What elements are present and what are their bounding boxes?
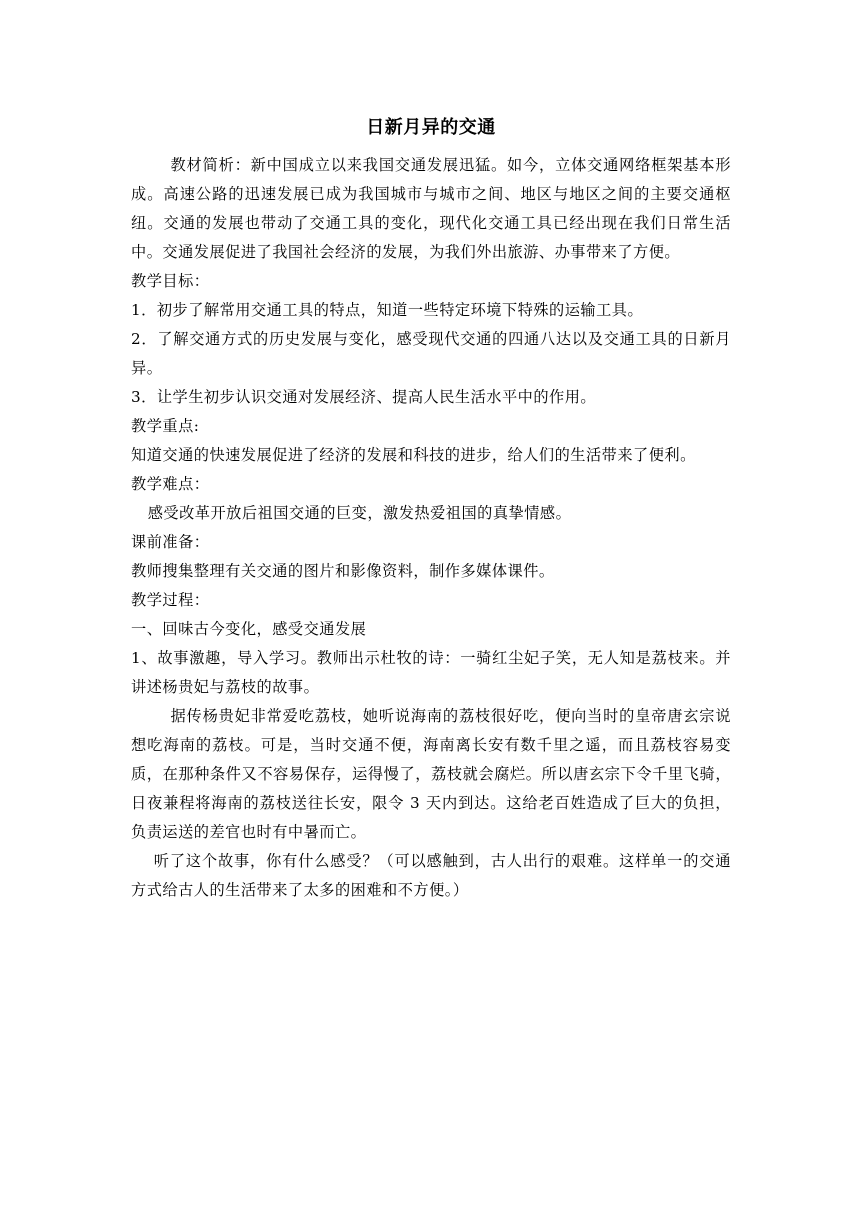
section-heading-1: 一、回味古今变化，感受交通发展 — [131, 620, 367, 638]
paragraph-teaching-focus: 知道交通的快速发展促进了经济的发展和科技的进步，给人们的生活带来了便利。 — [131, 446, 696, 464]
heading-teaching-focus: 教学重点: — [131, 417, 200, 435]
heading-preparation: 课前准备： — [131, 533, 210, 551]
document-body — [131, 112, 731, 905]
heading-teaching-difficulty: 教学难点： — [131, 475, 210, 493]
goal-item-3: 3．让学生初步认识交通对发展经济、提高人民生活水平中的作用。 — [131, 388, 597, 406]
paragraph-story-intro: 1、故事激趣，导入学习。教师出示杜牧的诗：一骑红尘妃子笑，无人知是荔枝来。并讲述杨贵妃与荔枝的故事。 — [131, 649, 731, 696]
paragraph-textbook-analysis: 教材简析：新中国成立以来我国交通发展迅猛。如今，立体交通网络框架基本形成。高速公路的迅速发展已成为我国城市与城市之间、地区与地区之间的主要交通枢纽。交通的发展也带动了交通工具的变化，现代化交通工具已经出现在我们日常生活中。交通发展促进了我国社会经济的发展，为我们外出旅游、办事带来了方便。 — [131, 156, 731, 261]
paragraph-lychee-story: 据传杨贵妃非常爱吃荔枝，她听说海南的荔枝很好吃，便向当时的皇帝唐玄宗说想吃海南的荔枝。可是，当时交通不便，海南离长安有数千里之遥，而且荔枝容易变质，在那种条件又不容易保存，运得慢了，荔枝就会腐烂。所以唐玄宗下令千里飞骑，日夜兼程将海南的荔枝送往长安，限令 3 天内到达。这给老百姓造成了巨大的负担，负责运送的差官也时有中暑而亡。 — [131, 707, 731, 841]
goal-item-1: 1．初步了解常用交通工具的特点，知道一些特定环境下特殊的运输工具。 — [131, 301, 644, 319]
paragraph-preparation: 教师搜集整理有关交通的图片和影像资料，制作多媒体课件。 — [131, 562, 555, 580]
heading-teaching-goals: 教学目标： — [131, 272, 210, 290]
goal-item-2: 2．了解交通方式的历史发展与变化，感受现代交通的四通八达以及交通工具的日新月异。 — [131, 330, 731, 377]
paragraph-teaching-difficulty: 感受改革开放后祖国交通的巨变，激发热爱祖国的真挚情感。 — [147, 504, 572, 522]
document-title: 日新月异的交通 — [366, 117, 496, 138]
paragraph-reflection: 听了这个故事，你有什么感受？（可以感触到，古人出行的艰难。这样单一的交通方式给古人的生活带来了太多的困难和不方便。） — [131, 852, 731, 899]
heading-teaching-process: 教学过程： — [131, 591, 210, 609]
